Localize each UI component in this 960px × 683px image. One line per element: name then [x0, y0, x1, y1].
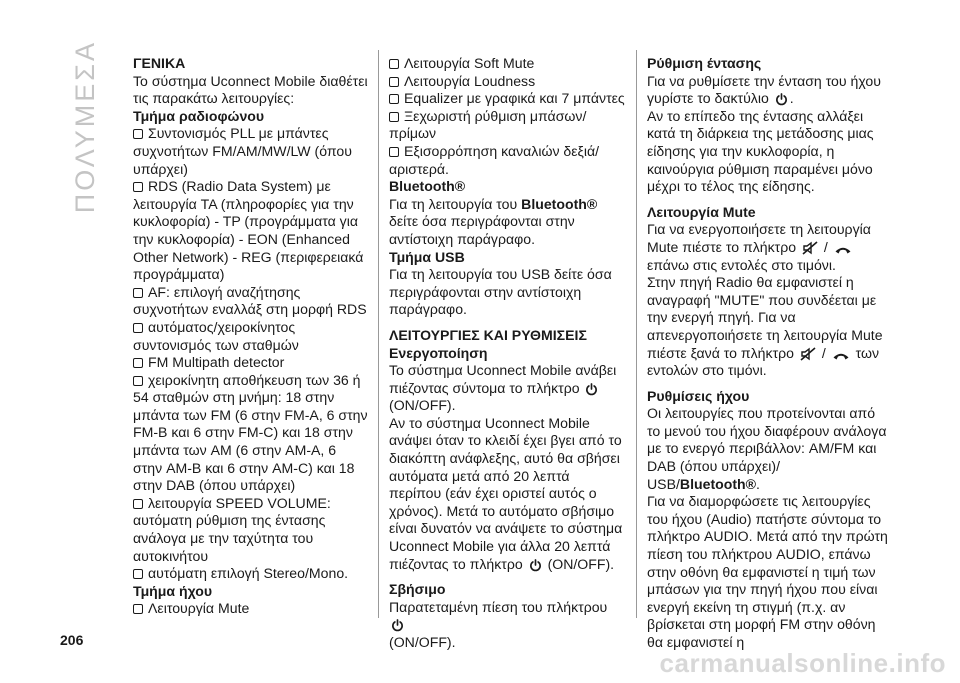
handset-icon [834, 243, 852, 255]
list-item: AF: επιλογή αναζήτησης συχνοτήτων εναλλάξ στη μορφή RDS [133, 283, 367, 318]
list-item: Ξεχωριστή ρύθμιση μπάσων/πρίμων [389, 107, 587, 142]
list-item: Λειτουργία Mute [133, 600, 369, 618]
checkbox-bullet-icon [133, 499, 143, 509]
mute-icon [802, 241, 818, 255]
heading-audio: Τμήμα ήχου [133, 582, 213, 599]
mute-icon [800, 347, 816, 361]
heading-power-on: Ενεργοποίηση [389, 344, 488, 361]
paragraph: Το σύστημα Uconnect Mobile διαθέτει τις παρακάτω λειτουργίες: [133, 72, 368, 107]
power-icon [775, 93, 788, 106]
paragraph: Αν το επίπεδο της έντασης αλλάξει κατά τη διάρκεια της μετάδοσης μιας είδησης για την κυκλοφορία, η καινούργια ρύθμιση παραμένει μόνο μέχρι το τέλος της είδησης. [647, 107, 874, 195]
list-item: αυτόματη επιλογή Stereo/Mono. [133, 565, 369, 583]
checkbox-bullet-icon [389, 94, 399, 104]
page-number: 206 [60, 632, 84, 648]
watermark-text: carmanualsonline.info [659, 648, 946, 678]
power-icon [585, 383, 598, 396]
checkbox-bullet-icon [133, 569, 143, 579]
heading-radio: Τμήμα ραδιοφώνου [133, 107, 265, 124]
column-divider [378, 50, 379, 618]
checkbox-bullet-icon [389, 77, 399, 87]
power-icon [391, 619, 404, 632]
paragraph: Το σύστημα Uconnect Mobile ανάβει πιέζοντας σύντομα το πλήκτρο (ON/OFF). [389, 362, 617, 414]
list-item: Εξισορρόπηση καναλιών δεξιά/αριστερά. [389, 142, 600, 177]
heading-bluetooth: Bluetooth® [389, 178, 466, 195]
list-item: Λειτουργία Loudness [389, 73, 625, 91]
paragraph: Αν το σύστημα Uconnect Mobile ανάψει όταν το κλειδί έχει βγει από το διακόπτη ανάφλεξης, αυτό θα σβήσει αυτόματα μετά από 20 λεπτά περίπου (εάν έχει οριστεί αυτός ο χρόνος). Μετά το αυτόματο σβήσιμο είναι δυνατόν να ανάψετε το σύστημα Uconnect Mobile για άλλα 20 λεπτά πιέζοντας το πλήκτρο (ON/OFF). [389, 414, 623, 572]
list-item: χειροκίνητη αποθήκευση των 36 ή 54 σταθμών στη μνήμη: 18 στην μπάντα των FM (6 στην FM-A, 6 στην FM-B και 6 στην FM-C) και 18 στην μπάντα των AM (6 στην AM-A, 6 στην AM-B και 6 στην AM-C) και 18 στην DAB (όπου υπάρχει) [133, 371, 368, 494]
heading-usb: Τμήμα USB [389, 248, 465, 265]
column-divider [636, 50, 637, 618]
section-title-vertical: ΠΟΛΥΜΕΣΑ [70, 40, 100, 214]
column-3 [647, 55, 891, 652]
list-item: αυτόματος/χειροκίνητος συντονισμός των σταθμών [133, 318, 299, 353]
paragraph: Στην πηγή Radio θα εμφανιστεί η αναγραφή "MUTE" που συνδέεται με την ενεργή πηγή. Για να απενεργοποιήσετε τη λειτουργία Mute πιέστε ξανά το πλήκτρο / των εντολών στο τιμόνι. [647, 274, 883, 379]
checkbox-bullet-icon [133, 129, 143, 139]
heading-power-off: Σβήσιμο [389, 581, 446, 598]
heading-general: ΓΕΝΙΚΑ [133, 55, 186, 71]
checkbox-bullet-icon [389, 112, 399, 122]
handset-icon [832, 349, 850, 361]
paragraph: Για τη λειτουργία του Bluetooth® δείτε όσα περιγράφονται στην αντίστοιχη παράγραφο. [389, 195, 598, 247]
heading-audio-settings: Ρυθμίσεις ήχου [647, 387, 750, 404]
list-item: Λειτουργία Soft Mute [389, 55, 625, 73]
list-item: Συντονισμός PLL με μπάντες συχνοτήτων FM/AM/MW/LW (όπου υπάρχει) [133, 125, 352, 177]
list-item: λειτουργία SPEED VOLUME: αυτόματη ρύθμιση της έντασης ανάλογα με την ταχύτητα του αυτοκινήτου [133, 494, 331, 564]
checkbox-bullet-icon [133, 358, 143, 368]
list-item: FM Multipath detector [133, 354, 369, 372]
checkbox-bullet-icon [389, 147, 399, 157]
power-icon [529, 559, 542, 572]
list-item: RDS (Radio Data System) με λειτουργία TA (πληροφορίες για την κυκλοφορία) - TP (προγράμματα για την κυκλοφορία) - EON (Enhanced Other Network) - REG (περιφερειακά προγράμματα) [133, 178, 364, 283]
checkbox-bullet-icon [133, 288, 143, 298]
checkbox-bullet-icon [389, 59, 399, 69]
paragraph: Για να ρυθμίσετε την ένταση του ήχου γυρίστε το δακτύλιο . [647, 72, 881, 107]
paragraph: Για τη λειτουργία του USB δείτε όσα περιγράφονται στην αντίστοιχη παράγραφο. [389, 266, 612, 318]
heading-volume: Ρύθμιση έντασης [647, 55, 762, 71]
paragraph: Οι λειτουργίες που προτείνονται από το μενού του ήχου διαφέρουν ανάλογα με το ενεργό περιβάλλον: AM/FM και DAB (όπου υπάρχει)/ USB/Bluetooth®. [647, 405, 887, 492]
list-item: Equalizer με γραφικά και 7 μπάντες [389, 90, 625, 108]
heading-mute: Λειτουργία Mute [647, 203, 756, 220]
paragraph: Για να ενεργοποιήσετε τη λειτουργία Mute πιέστε το πλήκτρο / επάνω στις εντολές στο τιμόνι. [647, 221, 871, 273]
paragraph: Παρατεταμένη πίεση του πλήκτρου (ON/OFF). [389, 598, 608, 650]
paragraph: Για να διαμορφώσετε τις λειτουργίες του ήχου (Audio) πατήστε σύντομα το πλήκτρο AUDIO. Μετά από την πρώτη πίεση του πλήκτρου AUDIO, επάνω στην οθόνη θα εμφανιστεί η τιμή των μπάσων για την πηγή ήχου που είναι ενεργή εκείνη τη στιγμή (π.χ. αν βρίσκεται στη μορφή FM στην οθόνη θα εμφανιστεί η [647, 493, 888, 650]
checkbox-bullet-icon [133, 604, 143, 614]
checkbox-bullet-icon [133, 182, 143, 192]
checkbox-bullet-icon [133, 323, 143, 333]
column-2 [389, 55, 625, 652]
checkbox-bullet-icon [133, 376, 143, 386]
heading-functions-settings: ΛΕΙΤΟΥΡΓΙΕΣ ΚΑΙ ΡΥΘΜΙΣΕΙΣ [389, 326, 587, 343]
column-1 [133, 55, 369, 618]
